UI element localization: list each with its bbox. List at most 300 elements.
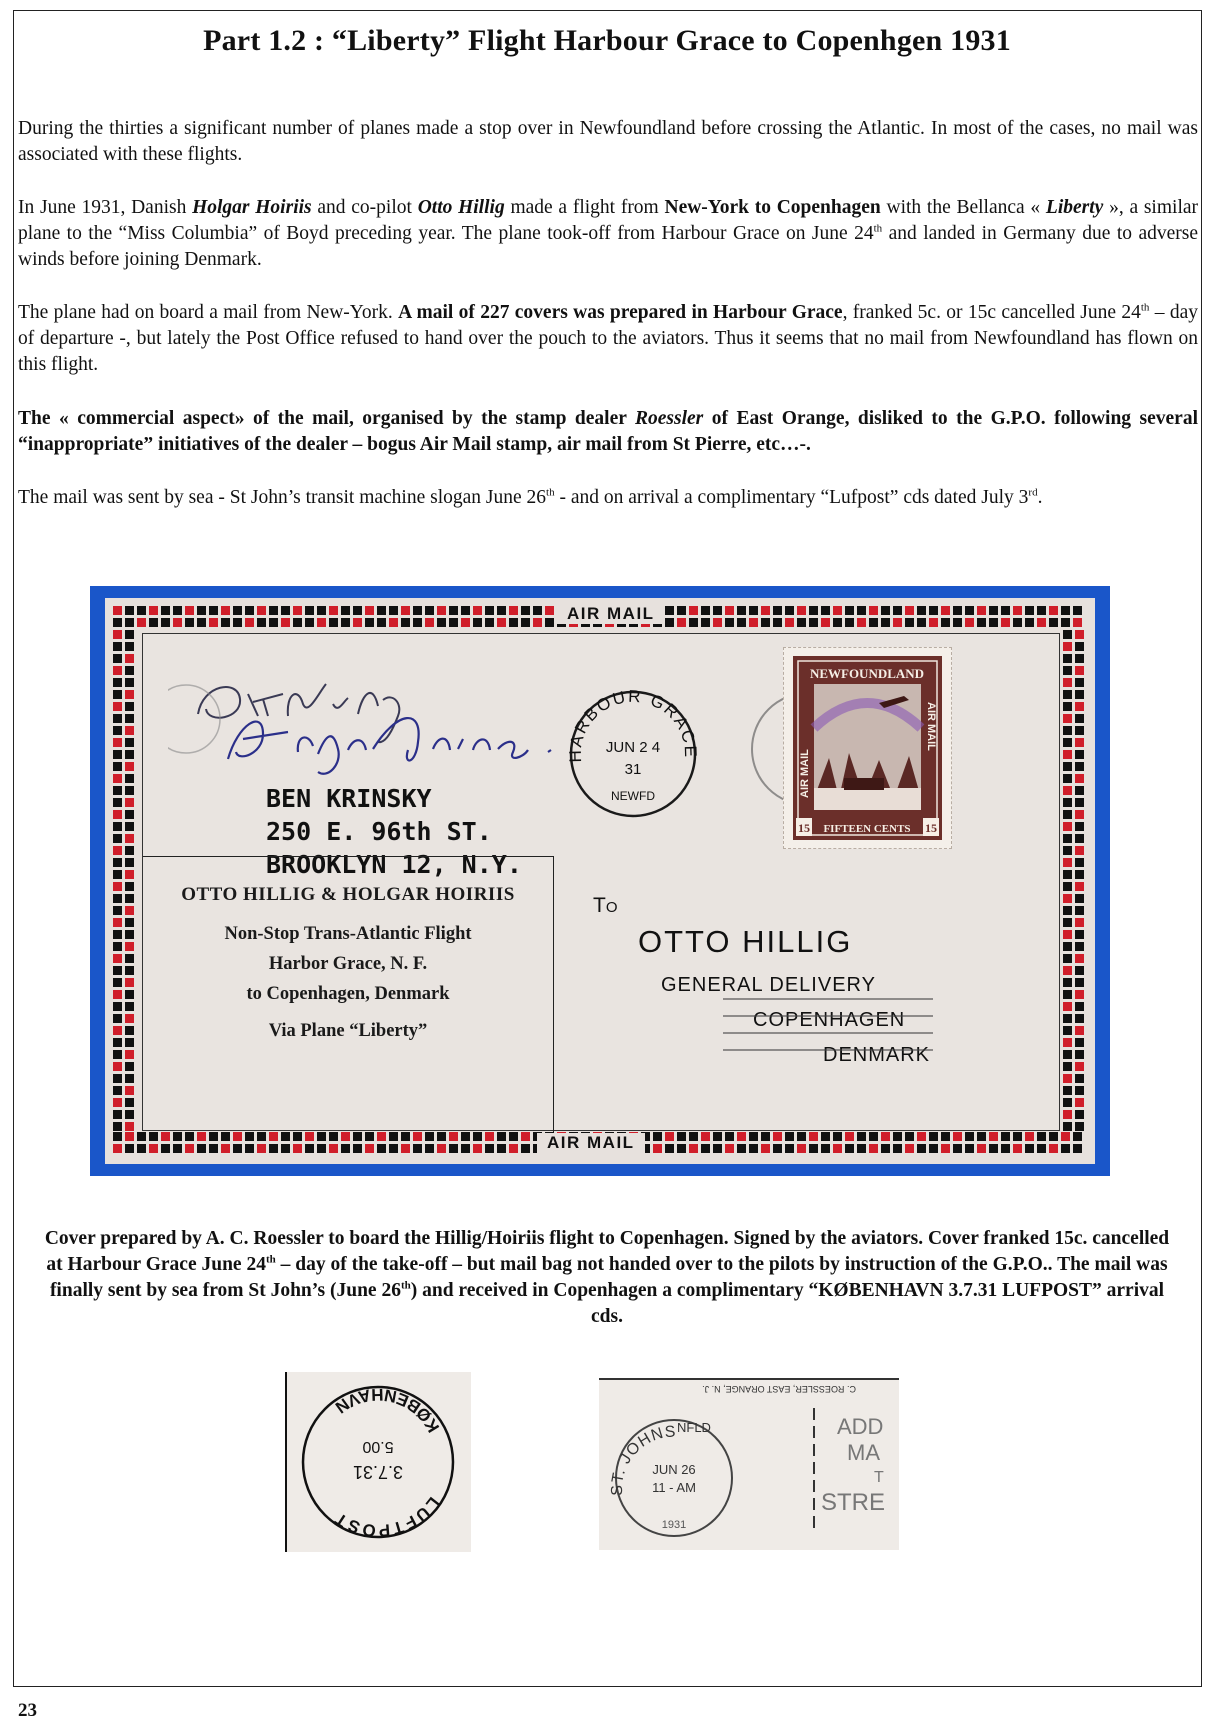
checker-square [1063,1026,1072,1035]
stamp-side-left: AIR MAIL [799,749,811,798]
checker-square [113,702,122,711]
checker-square [209,1132,218,1141]
checker-square [881,618,890,627]
checker-square [905,1132,914,1141]
checker-square [713,1144,722,1153]
checker-square [881,1132,890,1141]
checker-square [1063,930,1072,939]
checker-square [149,618,158,627]
checker-square [509,1132,518,1141]
checker-square [125,774,134,783]
checker-square [113,1110,122,1119]
checker-square [1063,726,1072,735]
checker-square [977,606,986,615]
checker-square [449,1144,458,1153]
checker-square [113,894,122,903]
checker-square [125,1038,134,1047]
to-label: To [593,894,618,917]
checker-square [1075,1050,1084,1059]
checker-square [113,1014,122,1023]
checker-square [317,1144,326,1153]
checker-square [1075,678,1084,687]
checker-square [113,1038,122,1047]
checker-square [773,1132,782,1141]
checker-square [833,1144,842,1153]
st-johns-year: 1931 [661,1519,687,1531]
checker-square [329,1132,338,1141]
checker-square [125,846,134,855]
stamp-numeral-left: 15 [798,821,810,835]
checker-square [689,606,698,615]
checker-square [1025,1132,1034,1141]
checker-square [1063,750,1072,759]
checker-square [305,1144,314,1153]
checker-square [377,606,386,615]
checker-square [113,858,122,867]
checker-square [965,1144,974,1153]
checker-square [197,606,206,615]
checker-square [485,1144,494,1153]
sender-name: BEN KRINSKY [266,784,432,813]
checker-square [1013,1144,1022,1153]
checker-square [1063,1074,1072,1083]
checker-square [1075,1074,1084,1083]
checker-square [1075,942,1084,951]
page-number: 23 [18,1700,37,1721]
checker-square [473,618,482,627]
checker-square [1025,1144,1034,1153]
checker-square [1063,1110,1072,1119]
checker-square [989,606,998,615]
paragraph-intro: During the thirties a significant number of planes made a stop over in Newfoundland before crossing the Atlantic. In most of the cases, no mail was associated with these flights. [18,118,1198,165]
checker-square [1063,762,1072,771]
checker-square [545,618,554,627]
checker-square [1001,1144,1010,1153]
checker-square [113,1132,122,1141]
checker-square [113,1098,122,1107]
harbour-grace-postmark [563,684,703,824]
checker-square [701,618,710,627]
checker-square [113,906,122,915]
checker-square [437,1144,446,1153]
checker-square [113,942,122,951]
checker-square [737,1144,746,1153]
checker-square [761,618,770,627]
st-johns-postmark [599,1378,899,1550]
checker-square [113,822,122,831]
checker-square [1075,990,1084,999]
checker-square [125,1026,134,1035]
checker-square [125,714,134,723]
checker-square [797,1144,806,1153]
checker-square [1075,798,1084,807]
checker-square [125,954,134,963]
checker-square [125,858,134,867]
airmail-label-bottom: AIR MAIL [537,1133,645,1153]
checker-square [113,642,122,651]
checker-square [473,1132,482,1141]
checker-square [401,1144,410,1153]
checker-square [317,1132,326,1141]
st-johns-country: NFLD [677,1420,711,1435]
checker-square [113,990,122,999]
checker-square [113,1074,122,1083]
checker-square [665,1132,674,1141]
checker-square [1049,606,1058,615]
checker-square [221,1132,230,1141]
checker-square [869,1132,878,1141]
checker-square [125,906,134,915]
kobenhavn-scan-edge [285,1372,287,1552]
checker-square [125,690,134,699]
checker-square [1063,714,1072,723]
checker-square [545,606,554,615]
checker-square [857,1144,866,1153]
checker-square [113,846,122,855]
checker-square [521,606,530,615]
checker-square [797,606,806,615]
checker-square [293,1144,302,1153]
address-line-3: DENMARK [823,1044,931,1066]
checker-square [797,618,806,627]
checker-square [1075,1086,1084,1095]
checker-square [1037,1132,1046,1141]
checker-square [389,618,398,627]
checker-square [761,1132,770,1141]
checker-square [773,618,782,627]
checker-square [449,606,458,615]
checker-square [977,618,986,627]
checker-square [1063,774,1072,783]
checker-square [353,1132,362,1141]
checker-square [125,1002,134,1011]
checker-square [413,1132,422,1141]
checker-square [461,618,470,627]
checker-square [185,1132,194,1141]
checker-square [929,618,938,627]
cachet-line-1: OTTO HILLIG & HOLGAR HOIRIIS [181,884,515,905]
cover-caption: Cover prepared by A. C. Roessler to board the Hillig/Hoiriis flight to Copenhagen. Signed by the aviators. Cover franked 15c. cancelled at Harbour Grace June 24th – day of the take-off – but mail bag not handed over to the pilots by instruction of the G.P.O.. The mail was finally sent by sea from St John’s (June 26th) and received in Copenhagen a complimentary “KØBENHAVN 3.7.31 LUFPOST” arrival cds. [44,1228,1170,1327]
checker-square [1063,882,1072,891]
checker-square [785,606,794,615]
checker-square [857,606,866,615]
checker-square [485,606,494,615]
checker-square [1013,606,1022,615]
checker-square [281,618,290,627]
checker-square [1063,666,1072,675]
checker-square [233,1144,242,1153]
checker-square [113,954,122,963]
checker-square [893,1144,902,1153]
checker-square [905,606,914,615]
checker-square [989,1144,998,1153]
checker-square [425,606,434,615]
slogan-line-3: T [874,1469,884,1486]
checker-square [941,1144,950,1153]
air-mail-cover [105,598,1095,1164]
checker-square [1075,702,1084,711]
checker-square [821,1144,830,1153]
checker-square [281,1144,290,1153]
kobenhavn-bottom-text: KØBENHAVN [330,1384,444,1436]
checker-square [761,606,770,615]
checker-square [653,1144,662,1153]
checker-square [809,606,818,615]
checker-square [653,1132,662,1141]
checker-square [953,1132,962,1141]
checker-square [269,606,278,615]
checker-square [1075,954,1084,963]
cachet-rule-horizontal [143,856,553,857]
checker-square [125,606,134,615]
checker-square [929,606,938,615]
checker-square [1075,906,1084,915]
checker-square [833,618,842,627]
checker-square [509,606,518,615]
checker-square [113,930,122,939]
checker-square [965,606,974,615]
checker-square [473,1144,482,1153]
checker-square [125,834,134,843]
checker-square [473,606,482,615]
checker-square [221,1144,230,1153]
checker-square [113,738,122,747]
checker-square [533,618,542,627]
checker-square [125,1132,134,1141]
checker-square [113,750,122,759]
address-line-2: COPENHAGEN [753,1009,906,1031]
checker-square [1075,690,1084,699]
checker-square [125,1086,134,1095]
checker-square [281,606,290,615]
checker-square [809,1132,818,1141]
checker-square [161,1132,170,1141]
checker-square [125,882,134,891]
checker-square [665,1144,674,1153]
checker-square [461,1132,470,1141]
checker-square [1075,882,1084,891]
checker-square [377,618,386,627]
checker-square [749,1144,758,1153]
checker-square [677,606,686,615]
checker-square [257,618,266,627]
checker-square [257,1132,266,1141]
checker-square [1075,834,1084,843]
checker-square [1037,618,1046,627]
checker-square [1073,606,1082,615]
checker-square [437,1132,446,1141]
checker-square [1075,666,1084,675]
checker-square [125,750,134,759]
checker-square [185,606,194,615]
checker-square [749,1132,758,1141]
checker-square [1037,606,1046,615]
checker-square [1063,1014,1072,1023]
checker-square [497,606,506,615]
checker-square [113,1002,122,1011]
cachet-rule-vertical [553,856,554,1132]
checker-square [389,606,398,615]
checker-square [173,606,182,615]
checker-square [1001,1132,1010,1141]
stamp-numeral-right: 15 [925,821,937,835]
checker-square [1075,1098,1084,1107]
checker-square [221,618,230,627]
checker-square [1063,810,1072,819]
paragraph-flight: In June 1931, Danish Holgar Hoiriis and co-pilot Otto Hillig made a flight from New-York to Copenhagen with the Bellanca « Liberty », a similar plane to the “Miss Columbia” of Boyd preceding year. The plane took-off from Harbour Grace on June 24th and landed in Germany due to adverse winds before joining Denmark. [18,197,1199,270]
checker-square [125,942,134,951]
checker-square [1063,690,1072,699]
checker-square [113,798,122,807]
checker-square [125,678,134,687]
checker-square [281,1132,290,1141]
checker-square [689,1132,698,1141]
checker-square [845,606,854,615]
checker-square [149,606,158,615]
checker-square [953,606,962,615]
checker-square [1049,1132,1058,1141]
page-title: Part 1.2 : “Liberty” Flight Harbour Grace to Copenhgen 1931 [203,24,1011,57]
checker-square [845,1144,854,1153]
checker-square [293,606,302,615]
checker-square [953,618,962,627]
slogan-line-2: MA [847,1440,880,1465]
checker-square [449,1132,458,1141]
checker-square [905,618,914,627]
checker-square [305,618,314,627]
checker-square [137,606,146,615]
checker-square [845,618,854,627]
checker-square [521,1144,530,1153]
checker-square [1075,1002,1084,1011]
checker-square [113,714,122,723]
checker-square [1075,642,1084,651]
checker-square [941,618,950,627]
checker-square [425,1144,434,1153]
checker-square [1075,870,1084,879]
checker-square [125,810,134,819]
checker-square [821,618,830,627]
checker-square [1075,726,1084,735]
checker-square [917,1132,926,1141]
checker-square [341,606,350,615]
checker-square [113,654,122,663]
checker-square [365,618,374,627]
checker-square [293,1132,302,1141]
dealer-line: C. ROESSLER, EAST ORANGE, N. J. [702,1384,856,1394]
checker-square [1063,654,1072,663]
checker-square [1063,642,1072,651]
checker-square [125,726,134,735]
checker-square [689,1144,698,1153]
checker-square [977,1144,986,1153]
checker-square [1063,678,1072,687]
checker-square [809,1144,818,1153]
checker-square [989,618,998,627]
postmark-town: HARBOUR GRACE [565,686,701,763]
checker-square [773,606,782,615]
checker-square [113,918,122,927]
checker-square [485,618,494,627]
checker-square [1063,858,1072,867]
checker-square [977,1132,986,1141]
slogan-line-4: STRE [821,1489,886,1516]
checker-square [377,1132,386,1141]
checker-square [833,606,842,615]
checker-square [113,810,122,819]
checker-square [1075,1110,1084,1119]
checker-square [509,1144,518,1153]
checker-square [1063,786,1072,795]
checker-square [161,606,170,615]
checker-square [341,618,350,627]
checker-square [161,618,170,627]
checker-square [389,1132,398,1141]
checker-square [113,882,122,891]
checker-square [1075,930,1084,939]
checker-square [305,1132,314,1141]
checker-square [113,834,122,843]
checker-square [701,606,710,615]
checker-square [113,1062,122,1071]
checker-square [893,1132,902,1141]
checker-square [725,1144,734,1153]
checker-square [917,606,926,615]
checker-square [1075,750,1084,759]
st-johns-date: JUN 26 [652,1462,696,1477]
cover-face [142,633,1060,1131]
checker-square [1073,1132,1082,1141]
checker-square [257,606,266,615]
checker-square [857,618,866,627]
kobenhavn-postmark-scan [285,1372,471,1552]
checker-square [341,1132,350,1141]
checker-square [113,1144,122,1153]
checker-square [809,618,818,627]
checker-square [725,606,734,615]
checker-square [125,738,134,747]
checker-square [881,606,890,615]
checker-square [1063,966,1072,975]
checker-square [941,1132,950,1141]
checker-square [713,606,722,615]
checker-square [497,1132,506,1141]
postmark-date: JUN 2 4 [605,739,661,756]
checker-square [425,1132,434,1141]
paragraph-mail: The plane had on board a mail from New-York. A mail of 227 covers was prepared in Harbour Grace, franked 5c. or 15c cancelled June 24th – day of departure -, but lately the Post Office refused to hand over the pouch to the aviators. Thus it seems that no mail from Newfoundland has flown on this flight. [18,301,1198,375]
checker-square [401,1132,410,1141]
checker-square [353,606,362,615]
checker-square [965,618,974,627]
checker-square [485,1132,494,1141]
checker-square [1073,618,1082,627]
sender-city: BROOKLYN 12, N.Y. [266,850,522,879]
checker-square [1075,1038,1084,1047]
checker-square [713,618,722,627]
stamp-side-right: AIR MAIL [925,702,937,751]
checker-square [773,1144,782,1153]
checker-square [989,1132,998,1141]
checker-square [377,1144,386,1153]
checker-square [113,630,122,639]
checker-square [1075,846,1084,855]
addressee-name: OTTO HILLIG [638,924,853,959]
checker-square [173,618,182,627]
st-johns-time: 11 - AM [652,1480,696,1495]
checker-square [953,1144,962,1153]
checker-square [401,618,410,627]
checker-square [1075,858,1084,867]
